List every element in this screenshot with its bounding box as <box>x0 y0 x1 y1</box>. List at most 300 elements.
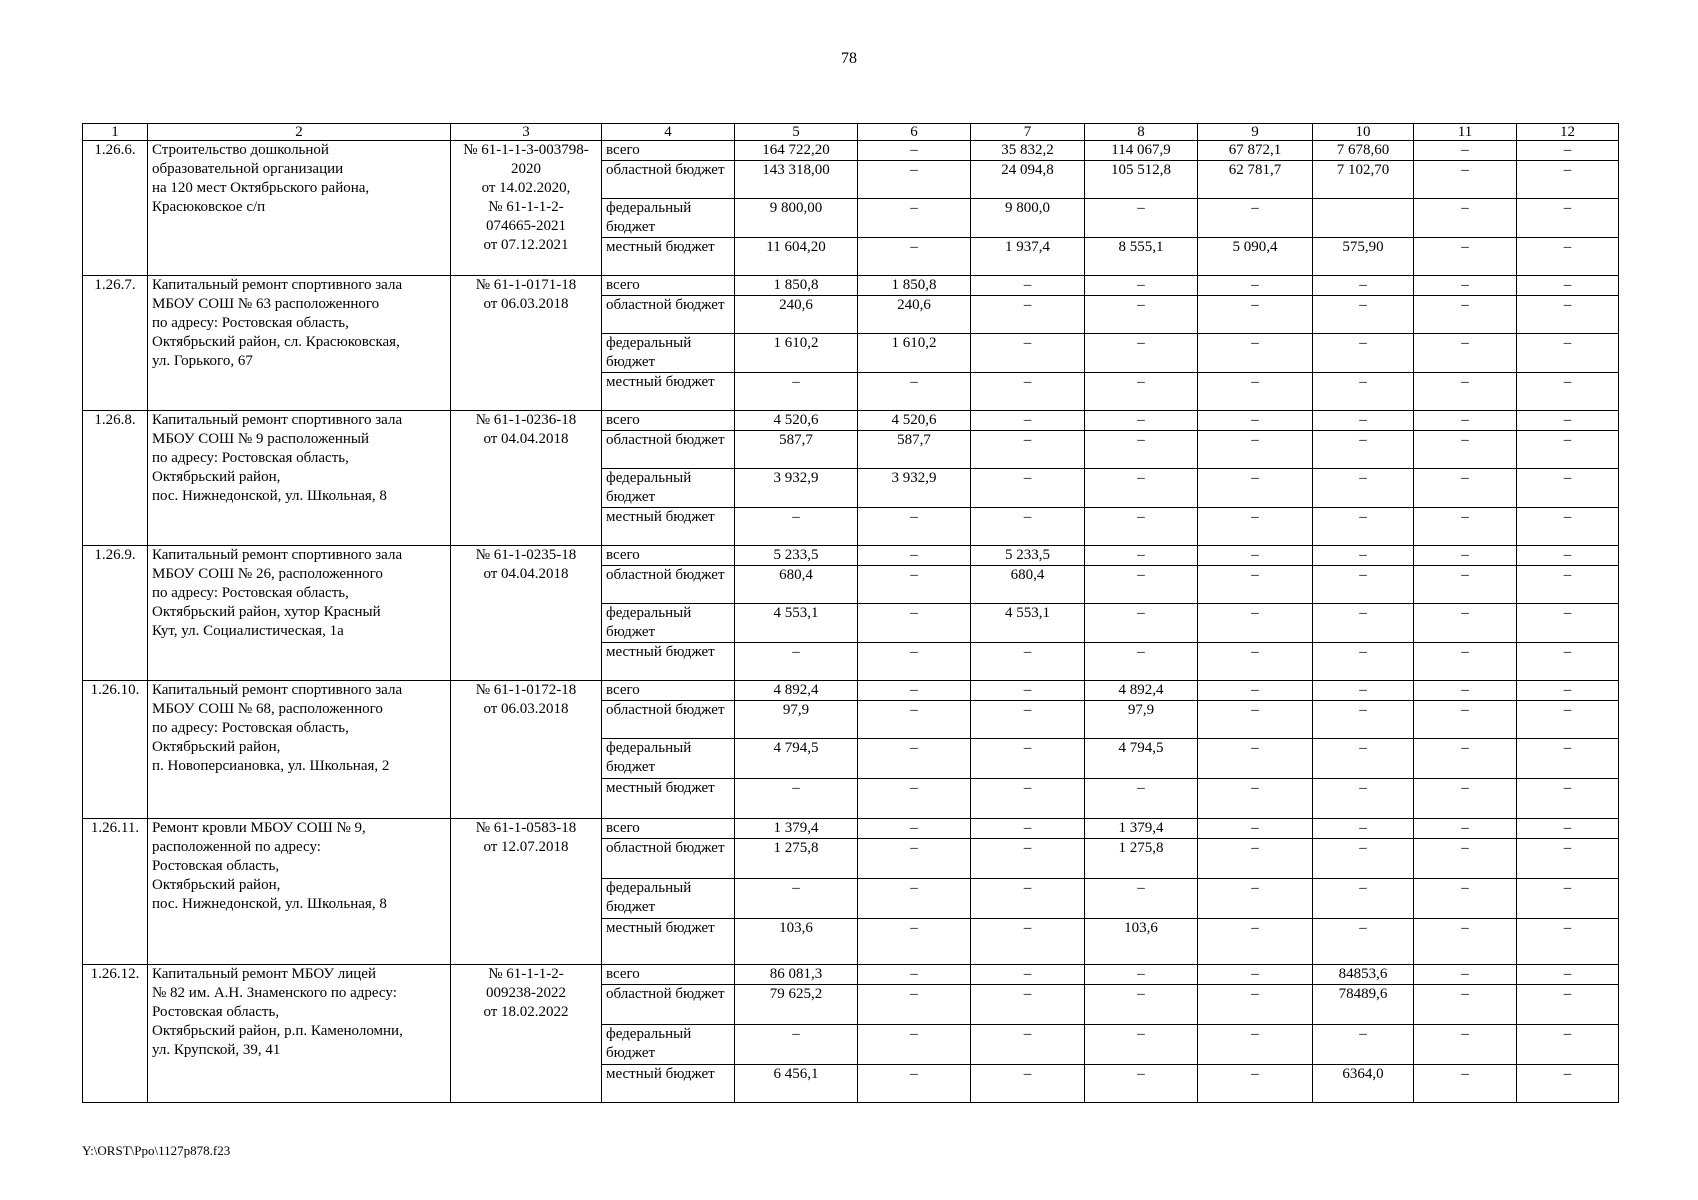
object-name-line: Капитальный ремонт спортивного зала <box>152 412 403 428</box>
table-row <box>83 546 1619 566</box>
amount-cell: – <box>1198 296 1313 334</box>
object-name-line: № 82 им. А.Н. Знаменского по адресу: <box>152 985 397 1001</box>
amount-cell: – <box>1198 334 1313 373</box>
amount-cell: – <box>1198 839 1313 879</box>
object-name <box>148 819 451 965</box>
amount-cell: – <box>971 839 1085 879</box>
funding-source: федеральный бюджет <box>602 199 735 238</box>
object-name-line: по адресу: Ростовская область, <box>152 585 349 601</box>
amount-cell: 86 081,3 <box>735 965 858 985</box>
object-name-line: МБОУ СОШ № 68, расположенного <box>152 701 383 717</box>
funding-source: всего <box>602 819 735 839</box>
amount-cell: – <box>971 296 1085 334</box>
expertise-document-line: от 07.12.2021 <box>483 237 569 253</box>
amount-cell: – <box>971 643 1085 681</box>
amount-cell: – <box>1085 296 1198 334</box>
amount-cell: – <box>1198 546 1313 566</box>
amount-cell: 79 625,2 <box>735 985 858 1025</box>
amount-cell: – <box>971 334 1085 373</box>
amount-cell: – <box>1085 604 1198 643</box>
amount-cell: – <box>1414 469 1517 508</box>
amount-cell: – <box>858 546 971 566</box>
expertise-document-line: от 12.07.2018 <box>483 839 569 855</box>
amount-cell: – <box>1414 879 1517 919</box>
amount-cell: – <box>1517 879 1619 919</box>
amount-cell: 587,7 <box>858 431 971 469</box>
amount-cell: – <box>1414 701 1517 739</box>
expertise-document-line: от 04.04.2018 <box>483 566 569 582</box>
amount-cell: – <box>1517 199 1619 238</box>
amount-cell: – <box>1517 739 1619 779</box>
expertise-document-line: от 04.04.2018 <box>483 431 569 447</box>
amount-cell: – <box>1414 919 1517 965</box>
funding-source: областной бюджет <box>602 296 735 334</box>
amount-cell: – <box>1414 604 1517 643</box>
amount-cell: – <box>1414 985 1517 1025</box>
amount-cell: – <box>971 919 1085 965</box>
expertise-document-line: от 06.03.2018 <box>483 296 569 312</box>
funding-source: местный бюджет <box>602 919 735 965</box>
funding-source: местный бюджет <box>602 238 735 276</box>
amount-cell: – <box>1085 546 1198 566</box>
funding-source: федеральный бюджет <box>602 879 735 919</box>
amount-cell: 103,6 <box>735 919 858 965</box>
amount-cell: – <box>1414 1065 1517 1103</box>
column-header-7: 7 <box>971 124 1085 141</box>
amount-cell: – <box>1198 879 1313 919</box>
funding-source: федеральный бюджет <box>602 604 735 643</box>
amount-cell: – <box>971 819 1085 839</box>
funding-source: областной бюджет <box>602 985 735 1025</box>
expertise-document-line: № 61-1-0171-18 <box>475 277 577 293</box>
column-header-3: 3 <box>451 124 602 141</box>
column-header-9: 9 <box>1198 124 1313 141</box>
amount-cell: – <box>1517 965 1619 985</box>
amount-cell: – <box>1085 566 1198 604</box>
budget-table <box>82 123 1619 1103</box>
amount-cell: – <box>1517 1065 1619 1103</box>
amount-cell: – <box>1414 508 1517 546</box>
amount-cell: 114 067,9 <box>1085 141 1198 161</box>
amount-cell: – <box>971 681 1085 701</box>
object-name-line: образовательной организации <box>152 161 344 177</box>
object-name-line: ул. Горького, 67 <box>152 353 253 369</box>
amount-cell: 680,4 <box>971 566 1085 604</box>
amount-cell: – <box>1414 839 1517 879</box>
object-name <box>148 681 451 819</box>
amount-cell: – <box>1517 334 1619 373</box>
amount-cell: – <box>1313 604 1414 643</box>
amount-cell: – <box>1085 779 1198 819</box>
amount-cell: – <box>1198 431 1313 469</box>
amount-cell: 8 555,1 <box>1085 238 1198 276</box>
amount-cell: – <box>1313 334 1414 373</box>
amount-cell: – <box>1414 296 1517 334</box>
object-name-line: ул. Крупской, 39, 41 <box>152 1042 281 1058</box>
amount-cell: 5 233,5 <box>971 546 1085 566</box>
amount-cell: – <box>735 373 858 411</box>
expertise-document-line: 2020 <box>511 161 541 177</box>
object-name-line: п. Новоперсиановка, ул. Школьная, 2 <box>152 758 390 774</box>
amount-cell: 4 892,4 <box>735 681 858 701</box>
amount-cell: – <box>1517 238 1619 276</box>
expertise-document-line: № 61-1-1-2- <box>488 966 564 982</box>
expertise-document <box>451 276 602 411</box>
amount-cell: – <box>1085 199 1198 238</box>
amount-cell: – <box>735 779 858 819</box>
amount-cell: 24 094,8 <box>971 161 1085 199</box>
amount-cell: – <box>1313 701 1414 739</box>
amount-cell: – <box>1414 276 1517 296</box>
amount-cell: – <box>858 508 971 546</box>
funding-source: всего <box>602 141 735 161</box>
object-name <box>148 546 451 681</box>
item-number: 1.26.11. <box>83 819 148 965</box>
column-header-6: 6 <box>858 124 971 141</box>
amount-cell: – <box>1198 643 1313 681</box>
amount-cell: – <box>971 739 1085 779</box>
amount-cell: 97,9 <box>1085 701 1198 739</box>
table-row <box>83 276 1619 296</box>
object-name <box>148 411 451 546</box>
item-number: 1.26.7. <box>83 276 148 411</box>
amount-cell: 1 850,8 <box>735 276 858 296</box>
amount-cell: – <box>971 431 1085 469</box>
amount-cell: 9 800,00 <box>735 199 858 238</box>
amount-cell: – <box>1198 566 1313 604</box>
amount-cell: – <box>1313 839 1414 879</box>
column-header-11: 11 <box>1414 124 1517 141</box>
amount-cell: – <box>858 566 971 604</box>
amount-cell: – <box>1085 985 1198 1025</box>
table-row <box>83 411 1619 431</box>
amount-cell: – <box>1517 546 1619 566</box>
amount-cell <box>1313 199 1414 238</box>
amount-cell: – <box>1085 276 1198 296</box>
expertise-document <box>451 141 602 276</box>
amount-cell: 4 553,1 <box>735 604 858 643</box>
amount-cell: – <box>1517 701 1619 739</box>
column-header-2: 2 <box>148 124 451 141</box>
table-row <box>83 819 1619 839</box>
amount-cell: – <box>858 604 971 643</box>
object-name <box>148 141 451 276</box>
object-name-line: Октябрьский район, р.п. Каменоломни, <box>152 1023 403 1039</box>
amount-cell: – <box>1313 546 1414 566</box>
amount-cell: – <box>1517 469 1619 508</box>
object-name-line: Октябрьский район, <box>152 739 281 755</box>
amount-cell: – <box>735 879 858 919</box>
amount-cell: – <box>1313 779 1414 819</box>
amount-cell: – <box>1414 965 1517 985</box>
amount-cell: – <box>1085 508 1198 546</box>
column-header-8: 8 <box>1085 124 1198 141</box>
amount-cell: – <box>1085 643 1198 681</box>
amount-cell: – <box>1085 1025 1198 1065</box>
amount-cell: 105 512,8 <box>1085 161 1198 199</box>
expertise-document <box>451 546 602 681</box>
amount-cell: 1 610,2 <box>858 334 971 373</box>
expertise-document-line: № 61-1-0235-18 <box>475 547 577 563</box>
amount-cell: – <box>1313 296 1414 334</box>
table-row <box>83 681 1619 701</box>
amount-cell: – <box>1313 1025 1414 1065</box>
amount-cell: 4 520,6 <box>858 411 971 431</box>
amount-cell: – <box>858 779 971 819</box>
amount-cell: – <box>858 919 971 965</box>
object-name-line: МБОУ СОШ № 26, расположенного <box>152 566 383 582</box>
amount-cell: – <box>1313 508 1414 546</box>
amount-cell: – <box>1517 985 1619 1025</box>
amount-cell: – <box>1414 779 1517 819</box>
amount-cell: – <box>1198 199 1313 238</box>
amount-cell: – <box>971 985 1085 1025</box>
funding-source: всего <box>602 681 735 701</box>
object-name-line: по адресу: Ростовская область, <box>152 450 349 466</box>
amount-cell: – <box>1517 296 1619 334</box>
amount-cell: 680,4 <box>735 566 858 604</box>
amount-cell: – <box>1414 411 1517 431</box>
amount-cell: 240,6 <box>858 296 971 334</box>
object-name-line: по адресу: Ростовская область, <box>152 315 349 331</box>
amount-cell: – <box>1085 965 1198 985</box>
amount-cell: – <box>858 965 971 985</box>
expertise-document-line: № 61-1-1-2- <box>488 199 564 215</box>
funding-source: местный бюджет <box>602 373 735 411</box>
object-name-line: по адресу: Ростовская область, <box>152 720 349 736</box>
amount-cell: – <box>858 739 971 779</box>
column-header-12: 12 <box>1517 124 1619 141</box>
amount-cell: 11 604,20 <box>735 238 858 276</box>
amount-cell: – <box>971 469 1085 508</box>
object-name <box>148 965 451 1103</box>
funding-source: федеральный бюджет <box>602 334 735 373</box>
amount-cell: – <box>971 879 1085 919</box>
funding-source: областной бюджет <box>602 701 735 739</box>
amount-cell: – <box>1313 469 1414 508</box>
amount-cell: – <box>1198 819 1313 839</box>
amount-cell: – <box>971 1025 1085 1065</box>
amount-cell: – <box>858 1025 971 1065</box>
amount-cell: – <box>1313 819 1414 839</box>
amount-cell: – <box>1517 643 1619 681</box>
funding-source: местный бюджет <box>602 508 735 546</box>
object-name-line: Капитальный ремонт спортивного зала <box>152 682 403 698</box>
amount-cell: 4 553,1 <box>971 604 1085 643</box>
amount-cell: – <box>735 1025 858 1065</box>
expertise-document <box>451 819 602 965</box>
amount-cell: – <box>1414 199 1517 238</box>
amount-cell: – <box>1414 566 1517 604</box>
object-name-line: Кут, ул. Социалистическая, 1а <box>152 623 344 639</box>
amount-cell: 5 233,5 <box>735 546 858 566</box>
column-header-10: 10 <box>1313 124 1414 141</box>
amount-cell: – <box>1517 431 1619 469</box>
amount-cell: 4 520,6 <box>735 411 858 431</box>
object-name-line: пос. Нижнедонской, ул. Школьная, 8 <box>152 488 387 504</box>
amount-cell: – <box>1414 334 1517 373</box>
amount-cell: – <box>971 965 1085 985</box>
amount-cell: – <box>1198 469 1313 508</box>
amount-cell: – <box>858 701 971 739</box>
object-name-line: Капитальный ремонт МБОУ лицей <box>152 966 376 982</box>
funding-source: федеральный бюджет <box>602 469 735 508</box>
amount-cell: – <box>1198 985 1313 1025</box>
expertise-document-line: от 18.02.2022 <box>483 1004 569 1020</box>
amount-cell: 1 275,8 <box>1085 839 1198 879</box>
object-name-line: Ростовская область, <box>152 1004 280 1020</box>
object-name-line: Капитальный ремонт спортивного зала <box>152 547 403 563</box>
header-row <box>83 124 1619 141</box>
funding-source: федеральный бюджет <box>602 739 735 779</box>
table-row <box>83 141 1619 161</box>
amount-cell: 78489,6 <box>1313 985 1414 1025</box>
object-name-line: Ростовская область, <box>152 858 280 874</box>
funding-source: всего <box>602 276 735 296</box>
amount-cell: – <box>1198 508 1313 546</box>
amount-cell: – <box>1198 965 1313 985</box>
amount-cell: 9 800,0 <box>971 199 1085 238</box>
amount-cell: 575,90 <box>1313 238 1414 276</box>
amount-cell: – <box>1313 643 1414 681</box>
amount-cell: 5 090,4 <box>1198 238 1313 276</box>
column-header-1: 1 <box>83 124 148 141</box>
object-name-line: Октябрьский район, <box>152 877 281 893</box>
expertise-document <box>451 965 602 1103</box>
amount-cell: – <box>1198 604 1313 643</box>
item-number: 1.26.12. <box>83 965 148 1103</box>
expertise-document-line: № 61-1-0172-18 <box>475 682 577 698</box>
amount-cell: – <box>1198 779 1313 819</box>
amount-cell: 97,9 <box>735 701 858 739</box>
amount-cell: 1 379,4 <box>735 819 858 839</box>
column-header-4: 4 <box>602 124 735 141</box>
object-name-line: Капитальный ремонт спортивного зала <box>152 277 403 293</box>
amount-cell: – <box>858 643 971 681</box>
object-name-line: Строительство дошкольной <box>152 142 329 158</box>
file-path-footer: Y:\ORST\Ppo\1127p878.f23 <box>82 1143 231 1158</box>
amount-cell: – <box>1085 1065 1198 1103</box>
amount-cell: 6364,0 <box>1313 1065 1414 1103</box>
funding-source: областной бюджет <box>602 839 735 879</box>
amount-cell: – <box>1517 411 1619 431</box>
amount-cell: – <box>1517 276 1619 296</box>
amount-cell: – <box>858 161 971 199</box>
amount-cell: – <box>1313 681 1414 701</box>
amount-cell: 4 892,4 <box>1085 681 1198 701</box>
amount-cell: – <box>1517 566 1619 604</box>
funding-source: местный бюджет <box>602 643 735 681</box>
funding-source: областной бюджет <box>602 431 735 469</box>
amount-cell: – <box>858 985 971 1025</box>
amount-cell: – <box>858 373 971 411</box>
amount-cell: – <box>1085 469 1198 508</box>
amount-cell: 67 872,1 <box>1198 141 1313 161</box>
funding-source: областной бюджет <box>602 161 735 199</box>
amount-cell: – <box>1414 1025 1517 1065</box>
amount-cell: – <box>1414 819 1517 839</box>
amount-cell: – <box>1414 643 1517 681</box>
amount-cell: – <box>858 1065 971 1103</box>
amount-cell: 35 832,2 <box>971 141 1085 161</box>
amount-cell: 587,7 <box>735 431 858 469</box>
amount-cell: – <box>1414 431 1517 469</box>
amount-cell: – <box>1517 141 1619 161</box>
amount-cell: – <box>1517 508 1619 546</box>
amount-cell: – <box>1198 276 1313 296</box>
amount-cell: – <box>971 779 1085 819</box>
amount-cell: – <box>1085 431 1198 469</box>
amount-cell: – <box>1085 373 1198 411</box>
amount-cell: 143 318,00 <box>735 161 858 199</box>
amount-cell: – <box>1313 373 1414 411</box>
amount-cell: 62 781,7 <box>1198 161 1313 199</box>
amount-cell: 3 932,9 <box>735 469 858 508</box>
amount-cell: – <box>735 508 858 546</box>
expertise-document-line: от 14.02.2020, <box>481 180 571 196</box>
item-number: 1.26.10. <box>83 681 148 819</box>
amount-cell: – <box>1313 566 1414 604</box>
funding-source: местный бюджет <box>602 1065 735 1103</box>
amount-cell: – <box>1414 238 1517 276</box>
amount-cell: – <box>1517 373 1619 411</box>
amount-cell: – <box>1198 681 1313 701</box>
object-name-line: Ремонт кровли МБОУ СОШ № 9, <box>152 820 366 836</box>
amount-cell: 4 794,5 <box>1085 739 1198 779</box>
amount-cell: – <box>971 276 1085 296</box>
object-name <box>148 276 451 411</box>
amount-cell: 6 456,1 <box>735 1065 858 1103</box>
amount-cell: – <box>1313 431 1414 469</box>
amount-cell: – <box>858 681 971 701</box>
funding-source: всего <box>602 411 735 431</box>
item-number: 1.26.8. <box>83 411 148 546</box>
table-row <box>83 965 1619 985</box>
amount-cell: – <box>1414 161 1517 199</box>
amount-cell: – <box>971 508 1085 546</box>
amount-cell: – <box>858 819 971 839</box>
object-name-line: МБОУ СОШ № 63 расположенного <box>152 296 380 312</box>
amount-cell: 1 850,8 <box>858 276 971 296</box>
expertise-document <box>451 681 602 819</box>
amount-cell: – <box>1198 919 1313 965</box>
amount-cell: – <box>1198 701 1313 739</box>
object-name-line: Октябрьский район, <box>152 469 281 485</box>
amount-cell: – <box>1313 739 1414 779</box>
amount-cell: – <box>1517 161 1619 199</box>
amount-cell: – <box>1414 681 1517 701</box>
funding-source: местный бюджет <box>602 779 735 819</box>
amount-cell: – <box>1517 819 1619 839</box>
amount-cell: – <box>1198 739 1313 779</box>
expertise-document-line: от 06.03.2018 <box>483 701 569 717</box>
amount-cell: – <box>1517 839 1619 879</box>
amount-cell: 7 678,60 <box>1313 141 1414 161</box>
funding-source: федеральный бюджет <box>602 1025 735 1065</box>
expertise-document-line: 009238-2022 <box>486 985 566 1001</box>
amount-cell: 4 794,5 <box>735 739 858 779</box>
amount-cell: – <box>1517 779 1619 819</box>
funding-source: областной бюджет <box>602 566 735 604</box>
column-header-5: 5 <box>735 124 858 141</box>
amount-cell: – <box>858 839 971 879</box>
amount-cell: – <box>1313 879 1414 919</box>
amount-cell: 1 610,2 <box>735 334 858 373</box>
amount-cell: – <box>971 411 1085 431</box>
amount-cell: – <box>1085 411 1198 431</box>
amount-cell: – <box>858 199 971 238</box>
amount-cell: – <box>858 141 971 161</box>
